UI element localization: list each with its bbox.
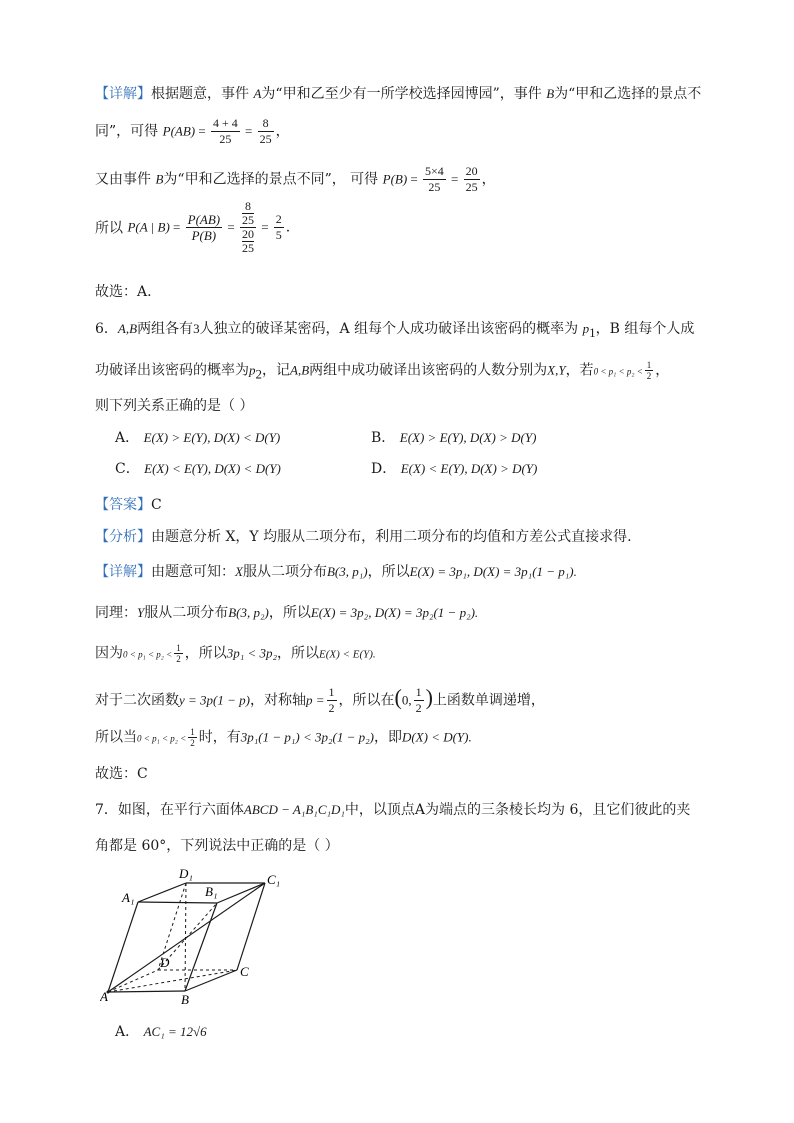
- nested-fraction: 8 25 20 25: [241, 199, 254, 255]
- q7-line-2: 角都是 60°，下列说法中正确的是（ ）: [95, 838, 339, 854]
- q7-option-a[interactable]: A． AC₁ = 12√6: [115, 1024, 207, 1040]
- q7-line-1: 7．如图，在平行六面体ABCD − A₁B₁C₁D₁中，以顶点A为端点的三条棱长均为 6，且它们彼此的夹: [95, 802, 691, 818]
- label-c1: C₁: [267, 872, 281, 887]
- detail-q6-line-5: 所以当0 < p₁ < p₂ < $\frac{1}{2}$ 时，有3p₁(1 − p₁) < 3p₂(1 − p₂)，即D(X) < D(Y).: [95, 727, 472, 748]
- fraction: $\frac{20}{25}$: [465, 164, 478, 194]
- q6-line-3: 则下列关系正确的是（ ）: [95, 398, 254, 414]
- label-c: C: [240, 964, 249, 979]
- label-d1: D₁: [179, 866, 193, 881]
- detail-q6-line-4: 对于二次函数y = 3p(1 − p)，对称轴p = $\frac{1}{2}$ ，所以在(0, $\frac{1}{2}$ )上函数单调递增，: [95, 684, 545, 715]
- answer-line: 【答案】C: [95, 497, 162, 513]
- detail-line-4: 所以 P(A | B) = $\frac{P(AB)}{P(B)}$ = 8 25 20 25 = $\frac{2}{5}$ .: [95, 199, 291, 255]
- q6-option-c[interactable]: C． E(X) < E(Y), D(X) < D(Y): [115, 461, 281, 477]
- label-b1: B₁: [205, 884, 218, 899]
- detail-q6-line-2: 同理：Y服从二项分布B(3, p₂)，所以E(X) = 3p₂, D(X) = 3p₂(1 − p₂).: [95, 605, 479, 621]
- label-d: D: [160, 955, 170, 970]
- answer-line: 故选：C: [95, 766, 148, 782]
- q6-line-2: 功破译出该密码的概率为$p_2$，记A,B两组中成功破译出该密码的人数分别为X,Y，若0 < p₁ < p₂ < $\frac{1}{2}$ ，: [95, 360, 670, 382]
- parallelepiped-figure: [100, 866, 300, 1006]
- label-a1: A₁: [122, 890, 135, 905]
- fraction: $\frac{4 + 4}{25}$: [212, 116, 238, 146]
- q6-option-a[interactable]: A． E(X) > E(Y), D(X) < D(Y): [115, 430, 281, 446]
- q6-option-b[interactable]: B． E(X) > E(Y), D(X) > D(Y): [371, 430, 537, 446]
- detail-tag: 【详解】: [95, 86, 151, 102]
- q6-line-1: 6．A,B两组各有3人独立的破译某密码，A 组每个人成功破译出该密码的概率为 $p_1$，B 组每个人成: [95, 321, 695, 340]
- q6-option-d[interactable]: D． E(X) < E(Y), D(X) > D(Y): [371, 461, 538, 477]
- answer-line: 故选：A.: [95, 284, 152, 300]
- fraction: $\frac{5\times 4}{25}$: [425, 164, 444, 194]
- fraction: $\frac{1}{2}$: [646, 360, 652, 381]
- detail-line-2: 同”，可得 P(AB) = $\frac{4 + 4}{25}$ = $\frac{8}{25}$ ，: [95, 116, 290, 146]
- fraction: $\frac{P(AB)}{P(B)}$: [187, 212, 221, 243]
- detail-q6-line-1: 【详解】由题意可知：X服从二项分布B(3, p₁)，所以E(X) = 3p₁, D(X) = 3p₁(1 − p₁).: [95, 564, 577, 580]
- detail-q6-line-3: 因为0 < p₁ < p₂ < $\frac{1}{2}$ ，所以3p₁ < 3p₂，所以E(X) < E(Y).: [95, 643, 376, 664]
- analysis-line: 【分析】由题意分析 X，Y 均服从二项分布，利用二项分布的均值和方差公式直接求得.: [95, 529, 632, 545]
- detail-line-3: 又由事件 B为“甲和乙选择的景点不同”， 可得 P(B) = $\frac{5\times 4}{25}$ = $\frac{20}{25}$ ，: [95, 164, 496, 194]
- fraction: $\frac{2}{5}$: [275, 212, 282, 242]
- label-b: B: [181, 992, 189, 1006]
- fraction: $\frac{8}{25}$: [259, 116, 272, 146]
- detail-line-1: 【详解】根据题意，事件 A为“甲和乙至少有一所学校选择园博园”，事件 B为“甲和乙选择的景点不: [95, 86, 702, 102]
- label-a: A: [100, 989, 108, 1004]
